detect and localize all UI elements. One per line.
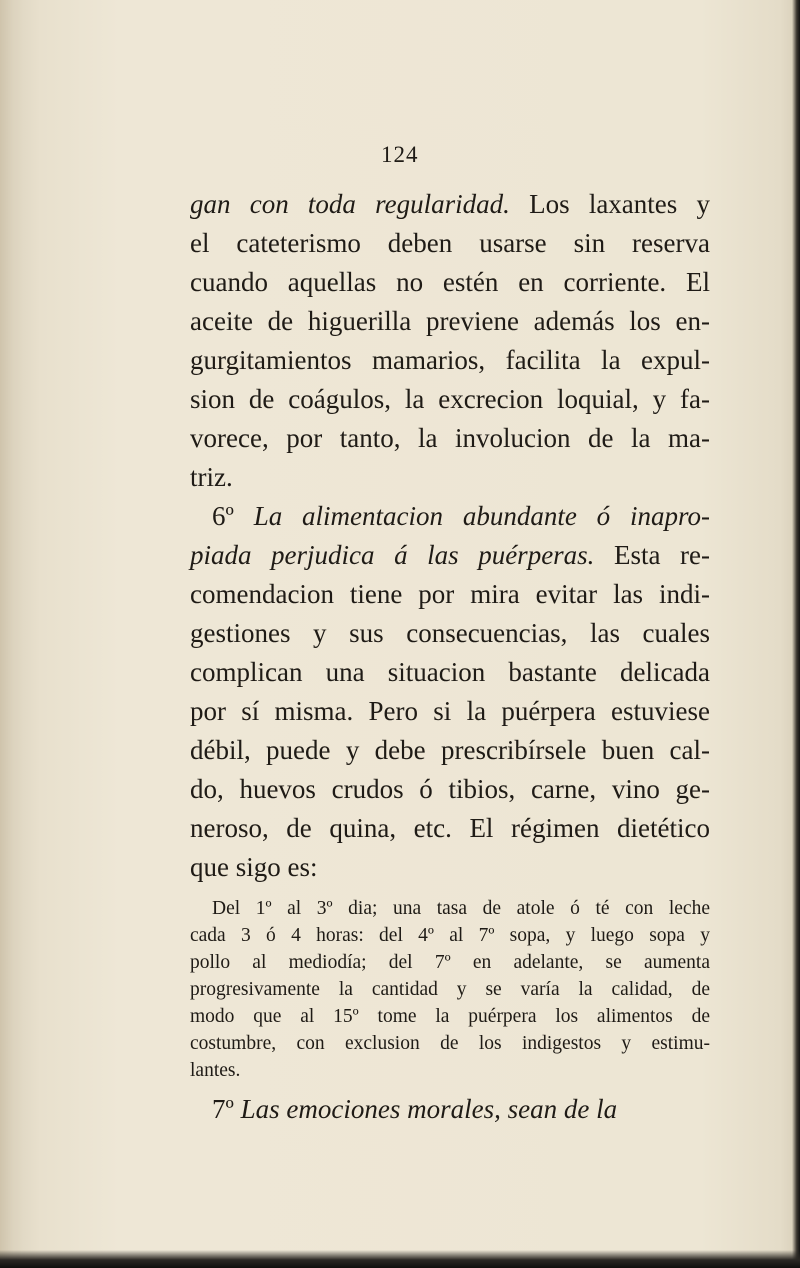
note-line: costumbre, con exclusion de los indigestos y estimu- <box>190 1033 710 1054</box>
text-line: 7º Las emociones morales, sean de la <box>212 1094 618 1124</box>
page-number: 124 <box>381 142 419 167</box>
paragraph-emociones <box>190 1090 710 1129</box>
text-line: neroso, de quina, etc. El régimen dietético <box>190 813 710 843</box>
page-gutter-shadow <box>0 0 22 1268</box>
note-line: progresivamente la cantidad y se varía la calidad, de <box>190 979 710 1000</box>
note-line: Del 1º al 3º dia; una tasa de atole ó té con leche <box>212 898 710 919</box>
text-line: sion de coágulos, la excrecion loquial, y fa- <box>190 384 710 414</box>
diet-note <box>190 895 710 922</box>
text-line: do, huevos crudos ó tibios, carne, vino ge- <box>190 774 710 804</box>
note-line: pollo al mediodía; del 7º en adelante, se aumenta <box>190 952 710 973</box>
page-right-edge <box>792 0 800 1268</box>
section-number: 7º <box>212 1094 241 1124</box>
text-line: que sigo es: <box>190 852 318 882</box>
note-line: lantes. <box>190 1060 241 1081</box>
text-line: complican una situacion bastante delicada <box>190 657 710 687</box>
text-line: vorece, por tanto, la involucion de la ma- <box>190 423 710 453</box>
text-line: débil, puede y debe prescribírsele buen cal- <box>190 735 710 765</box>
page-bottom-edge <box>0 1250 800 1268</box>
text-line: el cateterismo deben usarse sin reserva <box>190 228 710 258</box>
text-line: gestiones y sus consecuencias, las cuales <box>190 618 710 648</box>
text-line: gan con toda regularidad. Los laxantes y <box>190 189 710 219</box>
note-line: modo que al 15º tome la puérpera los alimentos de <box>190 1006 710 1027</box>
text-line: gurgitamientos mamarios, facilita la expul- <box>190 345 710 375</box>
text-line: cuando aquellas no estén en corriente. El <box>190 267 710 297</box>
text-line: 6º La alimentacion abundante ó inapro- <box>212 501 710 531</box>
paragraph-alimentacion <box>190 497 710 887</box>
text-line: por sí misma. Pero si la puérpera estuviese <box>190 696 710 726</box>
section-number: 6º <box>212 501 254 531</box>
body-text <box>190 185 710 1129</box>
paragraph-laxantes <box>190 185 710 497</box>
diet-note-continuation <box>190 922 710 1084</box>
text-line: comendacion tiene por mira evitar las indi- <box>190 579 710 609</box>
note-line: cada 3 ó 4 horas: del 4º al 7º sopa, y luego sopa y <box>190 925 710 946</box>
text-line: triz. <box>190 462 233 492</box>
text-line: aceite de higuerilla previene además los en- <box>190 306 710 336</box>
text-line: piada perjudica á las puérperas. Esta re- <box>190 540 710 570</box>
